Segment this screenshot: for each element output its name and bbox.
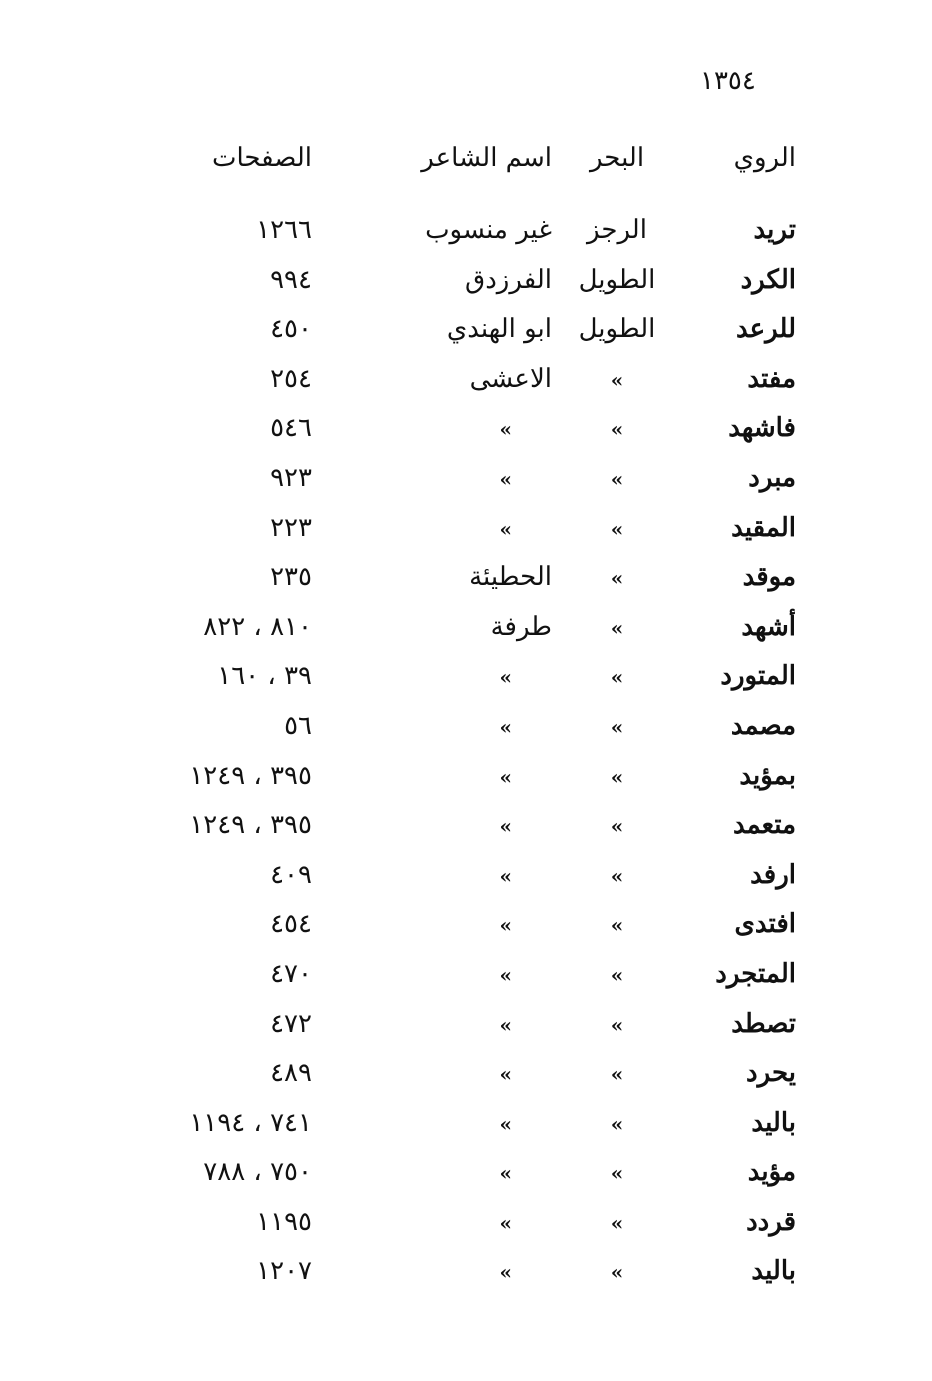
ditto-mark: » <box>610 863 624 888</box>
ditto-mark: » <box>499 665 512 690</box>
cell-poet <box>362 1103 552 1144</box>
table-row <box>140 1103 800 1153</box>
ditto-mark: » <box>499 516 512 541</box>
cell-bahr <box>572 508 662 549</box>
cell-pages: ٢٥٤ <box>270 363 312 394</box>
cell-poet <box>362 1251 552 1292</box>
rhyme-index-table <box>140 138 800 1301</box>
cell-pages: ٩٩٤ <box>270 264 312 295</box>
cell-poet <box>362 508 552 549</box>
cell-rawi: للرعد <box>735 314 796 345</box>
cell-bahr: الطويل <box>578 314 656 345</box>
cell-pages: ٥٤٦ <box>270 413 312 444</box>
cell-bahr <box>572 1103 662 1144</box>
table-header-row <box>140 138 800 210</box>
cell-bahr <box>572 656 662 697</box>
table-row <box>140 359 800 409</box>
ditto-mark: » <box>610 714 624 739</box>
cell-poet <box>362 1202 552 1243</box>
cell-pages: ٤٨٩ <box>270 1058 312 1089</box>
cell-poet <box>362 408 552 449</box>
cell-bahr <box>572 1152 662 1193</box>
ditto-mark: » <box>499 417 512 442</box>
cell-poet <box>362 805 552 846</box>
ditto-mark: » <box>610 1161 624 1186</box>
ditto-mark: » <box>610 615 624 640</box>
table-row <box>140 954 800 1004</box>
cell-rawi: فاشهد <box>728 413 796 444</box>
cell-pages: ٢٣٥ <box>270 562 312 593</box>
table-row <box>140 210 800 260</box>
cell-pages: ١١٩٥ <box>256 1206 312 1237</box>
cell-bahr <box>572 408 662 449</box>
table-row <box>140 1251 800 1301</box>
ditto-mark: » <box>610 566 624 591</box>
header-rawi: الروي <box>733 143 796 173</box>
cell-bahr <box>572 359 662 400</box>
table-row <box>140 904 800 954</box>
cell-poet: الحطيئة <box>469 562 552 593</box>
cell-bahr <box>572 954 662 995</box>
cell-pages: ٤٧٢ <box>270 1008 312 1039</box>
cell-bahr <box>572 855 662 896</box>
cell-pages: ٥٦ <box>284 710 312 741</box>
ditto-mark: » <box>499 1260 512 1285</box>
ditto-mark: » <box>610 466 624 491</box>
cell-poet <box>362 706 552 747</box>
table-body <box>140 210 800 1301</box>
cell-pages: ٤٥٤ <box>270 909 312 940</box>
ditto-mark: » <box>610 665 624 690</box>
cell-pages: ٤٥٠ <box>270 314 312 345</box>
table-row <box>140 408 800 458</box>
table-row <box>140 557 800 607</box>
cell-bahr <box>572 557 662 598</box>
table-row <box>140 1202 800 1252</box>
ditto-mark: » <box>499 962 512 987</box>
cell-bahr <box>572 756 662 797</box>
ditto-mark: » <box>610 367 624 392</box>
cell-poet <box>362 954 552 995</box>
header-pages: الصفحات <box>211 143 312 173</box>
ditto-mark: » <box>610 1210 624 1235</box>
table-row <box>140 805 800 855</box>
table-row <box>140 1004 800 1054</box>
cell-poet: ابو الهندي <box>446 314 552 345</box>
cell-pages: ٧٤١ ، ١١٩٤ <box>189 1107 312 1138</box>
cell-rawi: تصطد <box>731 1008 796 1039</box>
cell-bahr <box>572 1202 662 1243</box>
cell-pages: ٩٢٣ <box>270 462 312 493</box>
table-row <box>140 260 800 310</box>
ditto-mark: » <box>610 1260 624 1285</box>
cell-pages: ٣٩ ، ١٦٠ <box>217 661 312 692</box>
table-row <box>140 309 800 359</box>
cell-rawi: مؤيد <box>747 1157 796 1188</box>
cell-rawi: باليد <box>751 1107 796 1138</box>
cell-rawi: متعمد <box>733 810 796 841</box>
cell-poet <box>362 855 552 896</box>
cell-pages: ٣٩٥ ، ١٢٤٩ <box>189 810 312 841</box>
cell-rawi: المتجرد <box>715 958 796 989</box>
cell-bahr <box>572 805 662 846</box>
cell-rawi: تريد <box>753 215 796 245</box>
cell-rawi: مفتد <box>747 363 796 394</box>
cell-poet: الاعشى <box>469 363 552 394</box>
cell-rawi: بمؤيد <box>739 760 796 791</box>
cell-poet: طرفة <box>490 611 552 642</box>
cell-bahr <box>572 1053 662 1094</box>
ditto-mark: » <box>499 1111 512 1136</box>
ditto-mark: » <box>499 1062 512 1087</box>
ditto-mark: » <box>499 863 512 888</box>
table-row <box>140 1053 800 1103</box>
cell-bahr <box>572 904 662 945</box>
cell-bahr: الرجز <box>587 215 647 245</box>
cell-rawi: أشهد <box>741 611 796 642</box>
ditto-mark: » <box>610 962 624 987</box>
table-row <box>140 508 800 558</box>
cell-pages: ٤٧٠ <box>270 958 312 989</box>
cell-pages: ٤٠٩ <box>270 859 312 890</box>
cell-poet: غير منسوب <box>425 215 552 245</box>
cell-rawi: المقيد <box>731 512 796 543</box>
table-row <box>140 458 800 508</box>
cell-rawi: المتورد <box>720 661 796 692</box>
ditto-mark: » <box>610 516 624 541</box>
ditto-mark: » <box>610 417 624 442</box>
cell-poet <box>362 1152 552 1193</box>
cell-rawi: افتدى <box>734 909 796 940</box>
cell-bahr <box>572 1251 662 1292</box>
ditto-mark: » <box>499 913 512 938</box>
cell-rawi: ارفد <box>750 859 796 890</box>
cell-pages: ١٢٦٦ <box>256 215 312 245</box>
ditto-mark: » <box>610 1012 624 1037</box>
header-bahr: البحر <box>589 143 645 173</box>
table-row <box>140 855 800 905</box>
ditto-mark: » <box>610 913 624 938</box>
ditto-mark: » <box>499 1012 512 1037</box>
header-poet: اسم الشاعر <box>421 143 552 173</box>
cell-bahr <box>572 607 662 648</box>
cell-poet <box>362 1004 552 1045</box>
cell-poet <box>362 1053 552 1094</box>
cell-bahr <box>572 706 662 747</box>
cell-pages: ٢٢٣ <box>270 512 312 543</box>
cell-poet <box>362 458 552 499</box>
cell-bahr <box>572 458 662 499</box>
cell-rawi: موقد <box>742 562 796 593</box>
cell-rawi: يحرد <box>746 1058 796 1089</box>
table-row <box>140 607 800 657</box>
table-row <box>140 656 800 706</box>
cell-pages: ١٢٠٧ <box>256 1256 312 1287</box>
cell-rawi: الكرد <box>740 264 796 295</box>
table-row <box>140 1152 800 1202</box>
cell-rawi: باليد <box>751 1256 796 1287</box>
cell-pages: ٨١٠ ، ٨٢٢ <box>203 611 312 642</box>
ditto-mark: » <box>499 1161 512 1186</box>
cell-poet: الفرزدق <box>465 264 552 295</box>
cell-pages: ٧٥٠ ، ٧٨٨ <box>203 1157 312 1188</box>
table-row <box>140 756 800 806</box>
cell-poet <box>362 904 552 945</box>
ditto-mark: » <box>610 1111 624 1136</box>
cell-poet <box>362 656 552 697</box>
cell-poet <box>362 756 552 797</box>
cell-bahr <box>572 1004 662 1045</box>
ditto-mark: » <box>499 764 512 789</box>
ditto-mark: » <box>499 466 512 491</box>
ditto-mark: » <box>499 714 512 739</box>
cell-bahr: الطويل <box>578 264 656 295</box>
page-number: ١٣٥٤ <box>700 66 756 96</box>
cell-rawi: مبرد <box>748 462 796 493</box>
table-row <box>140 706 800 756</box>
cell-rawi: قردد <box>746 1206 796 1237</box>
cell-pages: ٣٩٥ ، ١٢٤٩ <box>189 760 312 791</box>
ditto-mark: » <box>610 1062 624 1087</box>
ditto-mark: » <box>610 814 624 839</box>
cell-rawi: مصمد <box>730 710 796 741</box>
ditto-mark: » <box>499 814 512 839</box>
ditto-mark: » <box>610 764 624 789</box>
ditto-mark: » <box>499 1210 512 1235</box>
